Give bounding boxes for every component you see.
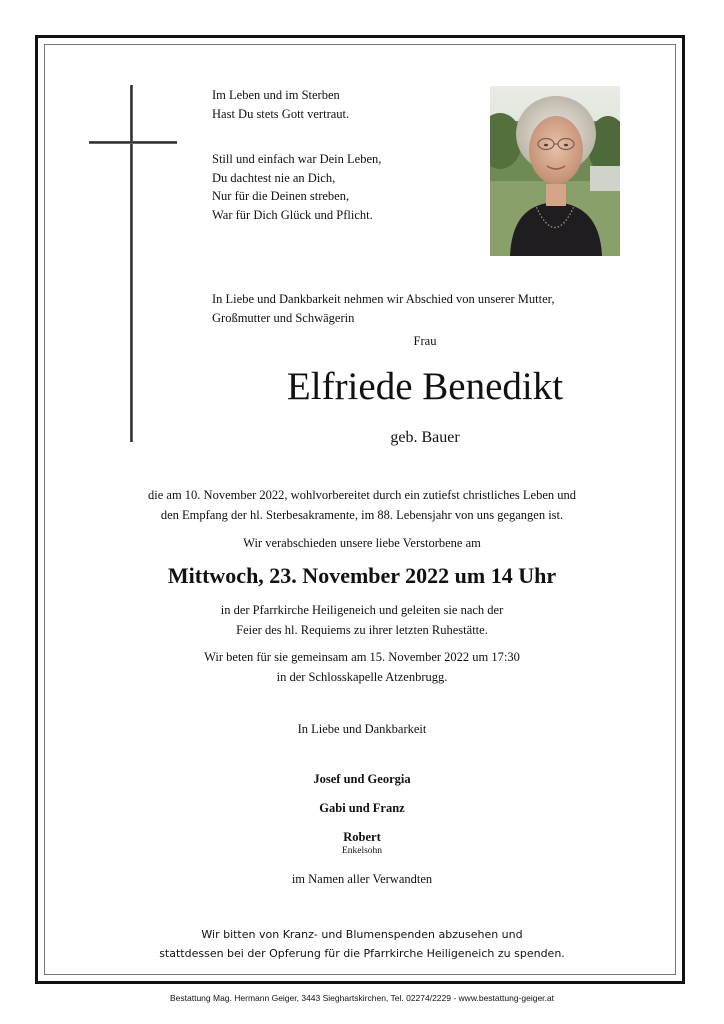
death-line: die am 10. November 2022, wohlvorbereitet durch ein zutiefst christliches Leben und bbox=[148, 488, 576, 502]
death-notice-text bbox=[60, 486, 664, 525]
mourner-name: Robert bbox=[343, 830, 381, 844]
prayer-line: Wir beten für sie gemeinsam am 15. November 2022 um 17:30 bbox=[204, 650, 520, 664]
poem-line: Nur für die Deinen streben, bbox=[212, 189, 350, 203]
mourner-relation: Enkelsohn bbox=[341, 846, 383, 856]
place-line: in der Pfarrkirche Heiligeneich und geleiten sie nach der bbox=[220, 603, 504, 617]
cross-vertical-bar bbox=[130, 85, 133, 442]
poem-line: Hast Du stets Gott vertraut. bbox=[212, 106, 350, 121]
farewell-intro: Wir verabschieden unsere liebe Verstorbene am bbox=[243, 536, 481, 550]
funeral-place bbox=[60, 601, 664, 640]
portrait-photo bbox=[490, 86, 620, 256]
title-prefix: Frau bbox=[413, 334, 437, 348]
mourner-name: Josef und Georgia bbox=[313, 772, 411, 786]
donation-line: stattdessen bei der Opferung für die Pfarrkirche Heiligeneich zu spenden. bbox=[159, 947, 565, 960]
portrait-image bbox=[490, 86, 620, 256]
donation-line: Wir bitten von Kranz- und Blumenspenden abzusehen und bbox=[201, 928, 523, 941]
mourner-name: Gabi und Franz bbox=[319, 801, 405, 815]
poem-line: War für Dich Glück und Pflicht. bbox=[212, 207, 373, 222]
poem-line: Im Leben und im Sterben bbox=[212, 88, 340, 102]
birth-name: geb. Bauer bbox=[390, 429, 460, 446]
donation-note bbox=[60, 925, 664, 963]
intro-text bbox=[212, 290, 632, 327]
closing-text: In Liebe und Dankbarkeit bbox=[297, 722, 427, 736]
poem-stanza-2 bbox=[212, 150, 381, 224]
intro-line: Großmutter und Schwägerin bbox=[212, 310, 355, 325]
poem-line: Du dachtest nie an Dich, bbox=[212, 170, 336, 185]
death-line: den Empfang der hl. Sterbesakramente, im 88. Lebensjahr von uns gegangen ist. bbox=[160, 507, 564, 522]
funeral-date: Mittwoch, 23. November 2022 um 14 Uhr bbox=[167, 563, 557, 588]
prayer-line: in der Schlosskapelle Atzenbrugg. bbox=[276, 669, 448, 684]
intro-line: In Liebe und Dankbarkeit nehmen wir Abschied von unserer Mutter, bbox=[212, 292, 555, 306]
poem-stanza-1 bbox=[212, 86, 349, 123]
deceased-name: Elfriede Benedikt bbox=[286, 365, 564, 408]
relatives-text: im Namen aller Verwandten bbox=[291, 872, 433, 886]
poem-line: Still und einfach war Dein Leben, bbox=[212, 152, 382, 166]
cross-horizontal-bar bbox=[89, 141, 177, 144]
place-line: Feier des hl. Requiems zu ihrer letzten Ruhestätte. bbox=[236, 622, 488, 637]
prayer-text bbox=[60, 648, 664, 687]
footer-funeral-home: Bestattung Mag. Hermann Geiger, 3443 Sieghartskirchen, Tel. 02274/2229 - www.bestattung-geiger.at bbox=[170, 993, 554, 1003]
